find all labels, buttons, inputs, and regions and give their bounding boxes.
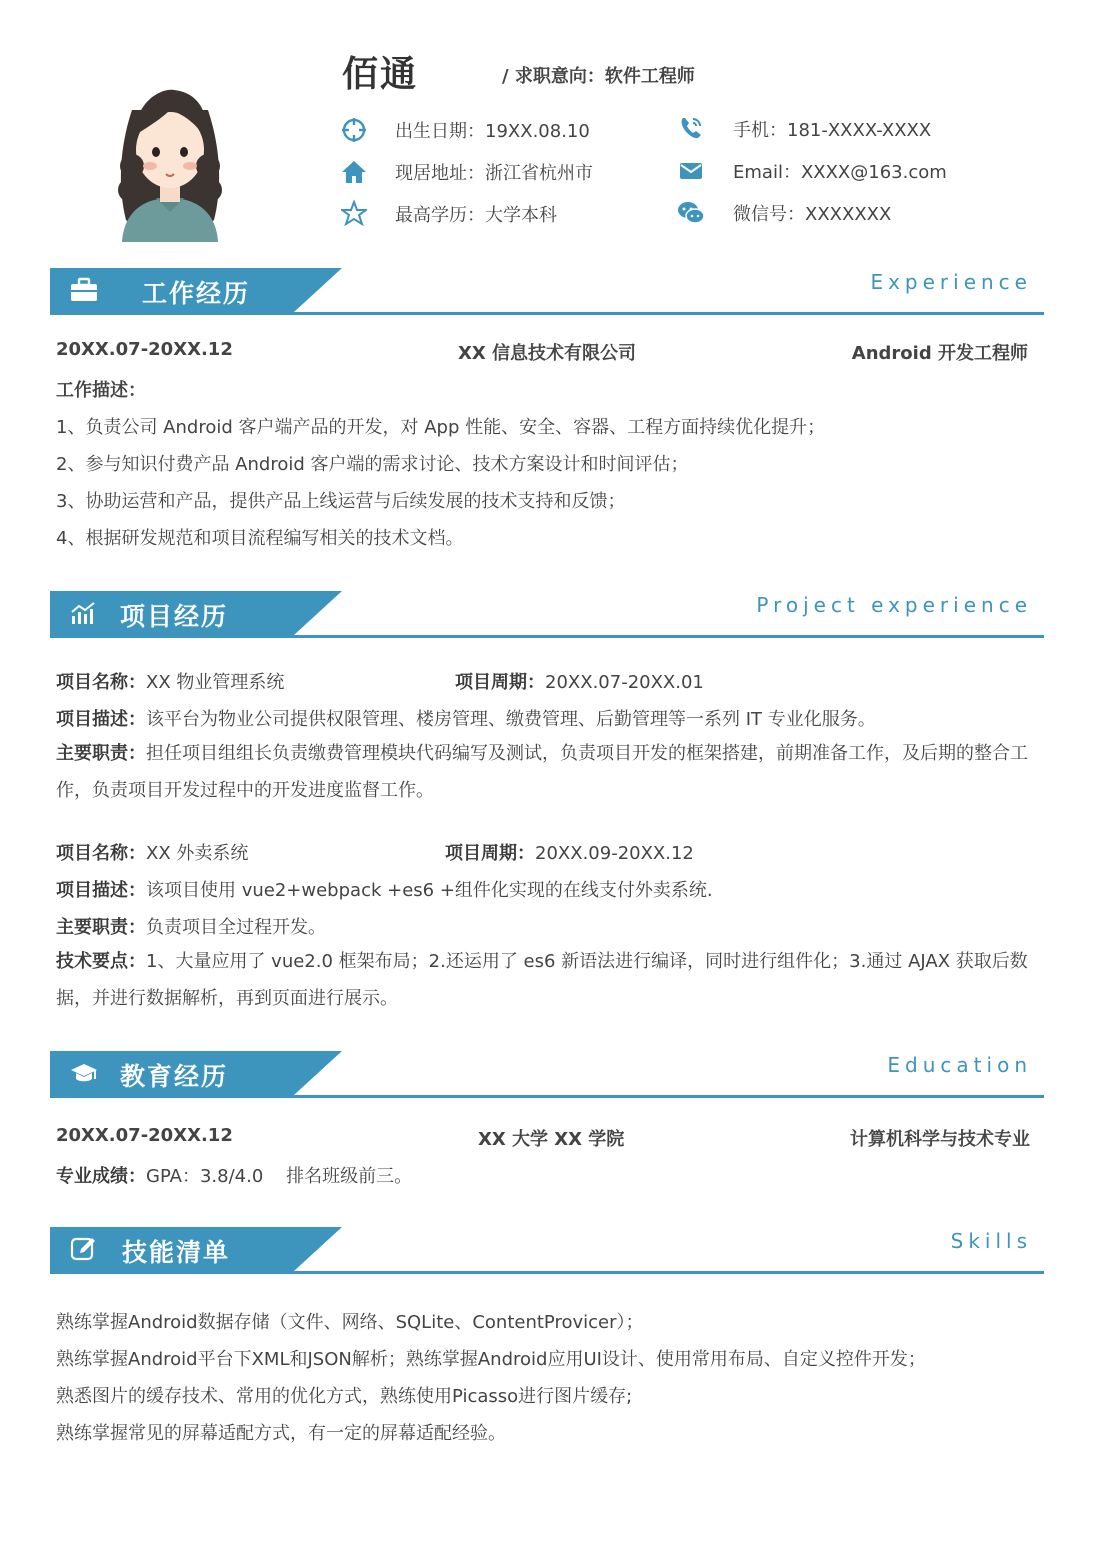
- project-2-period: 项目周期：20XX.09-20XX.12: [445, 843, 694, 864]
- education-school: XX 大学 XX 学院: [478, 1129, 625, 1150]
- section-title: 教育经历: [120, 1062, 229, 1091]
- list-item: 熟练掌握常见的屏幕适配方式，有一定的屏幕适配经验。: [56, 1423, 506, 1444]
- phone-icon: [677, 114, 705, 142]
- section-subtitle: Project experience: [756, 593, 1032, 617]
- list-item: 2、参与知识付费产品 Android 客户端的需求讨论、技术方案设计和时间评估；: [56, 454, 689, 475]
- home-icon: [340, 158, 368, 186]
- section-education-header: [50, 1051, 1044, 1101]
- section-title: 技能清单: [122, 1238, 231, 1267]
- wechat-icon: [677, 199, 705, 227]
- section-subtitle: Skills: [950, 1229, 1032, 1253]
- job-intent: / 求职意向：软件工程师: [502, 66, 695, 87]
- graduation-cap-icon: [70, 1060, 98, 1086]
- section-title: 工作经历: [142, 279, 251, 308]
- section-subtitle: Experience: [870, 270, 1032, 294]
- experience-date: 20XX.07-20XX.12: [56, 339, 233, 360]
- section-subtitle: Education: [887, 1053, 1032, 1077]
- address: 现居地址：浙江省杭州市: [395, 163, 593, 184]
- list-item: 4、根据研发规范和项目流程编写相关的技术文档。: [56, 528, 464, 549]
- list-item: 1、负责公司 Android 客户端产品的开发，对 App 性能、安全、容器、工程方面持续优化提升；: [56, 417, 826, 438]
- section-skills-header: [50, 1227, 1044, 1277]
- wechat-id: 微信号：XXXXXXX: [733, 204, 892, 225]
- education-date: 20XX.07-20XX.12: [56, 1125, 233, 1146]
- edit-icon: [70, 1236, 98, 1262]
- section-projects-header: [50, 591, 1044, 641]
- briefcase-icon: [70, 277, 98, 303]
- mail-icon: [677, 157, 705, 185]
- list-item: 熟练掌握Android数据存储（文件、网络、SQLite、ContentProvicer）；: [56, 1312, 644, 1333]
- project-1-period: 项目周期：20XX.07-20XX.01: [455, 672, 704, 693]
- star-icon: [340, 199, 368, 227]
- candidate-name: 佰通: [342, 54, 419, 95]
- project-2-name: 项目名称：XX 外卖系统: [56, 843, 249, 864]
- education-score: 专业成绩：GPA：3.8/4.0 排名班级前三。: [56, 1166, 413, 1187]
- email: Email：XXXX@163.com: [733, 162, 947, 183]
- list-item: 熟悉图片的缓存技术、常用的优化方式，熟练使用Picasso进行图片缓存;: [56, 1386, 633, 1407]
- experience-role: Android 开发工程师: [851, 343, 1028, 364]
- section-title: 项目经历: [120, 602, 229, 631]
- phone-number: 手机：181-XXXX-XXXX: [733, 120, 932, 141]
- education-level: 最高学历：大学本科: [395, 205, 557, 226]
- project-2-desc: 项目描述：该项目使用 vue2+webpack +es6 +组件化实现的在线支付外卖系统.: [56, 880, 713, 901]
- experience-company: XX 信息技术有限公司: [458, 343, 637, 364]
- work-desc-label: 工作描述：: [56, 380, 146, 401]
- list-item: 3、协助运营和产品，提供产品上线运营与后续发展的技术支持和反馈；: [56, 491, 626, 512]
- section-experience-header: [50, 268, 1044, 318]
- avatar: [112, 70, 228, 242]
- project-1-desc: 项目描述：该平台为物业公司提供权限管理、楼房管理、缴费管理、后勤管理等一系列 IT 专业化服务。: [56, 709, 876, 730]
- project-1-duty: 主要职责：担任项目组组长负责缴费管理模块代码编写及测试，负责项目开发的框架搭建，前期准备工作，及后期的整合工作，负责项目开发过程中的开发进度监督工作。: [56, 743, 1028, 801]
- crosshair-icon: [340, 116, 368, 144]
- education-major: 计算机科学与技术专业: [850, 1129, 1030, 1150]
- list-item: 熟练掌握Android平台下XML和JSON解析；熟练掌握Android应用UI设计、使用常用布局、自定义控件开发；: [56, 1349, 926, 1370]
- chart-icon: [70, 600, 98, 626]
- project-2-duty: 主要职责：负责项目全过程开发。: [56, 917, 326, 938]
- project-1-name: 项目名称：XX 物业管理系统: [56, 672, 285, 693]
- birth-date: 出生日期：19XX.08.10: [395, 121, 590, 142]
- project-2-tech: 技术要点：1、大量应用了 vue2.0 框架布局；2.还运用了 es6 新语法进行编译，同时进行组件化；3.通过 AJAX 获取后数据，并进行数据解析，再到页面进行展示。: [56, 951, 1028, 1009]
